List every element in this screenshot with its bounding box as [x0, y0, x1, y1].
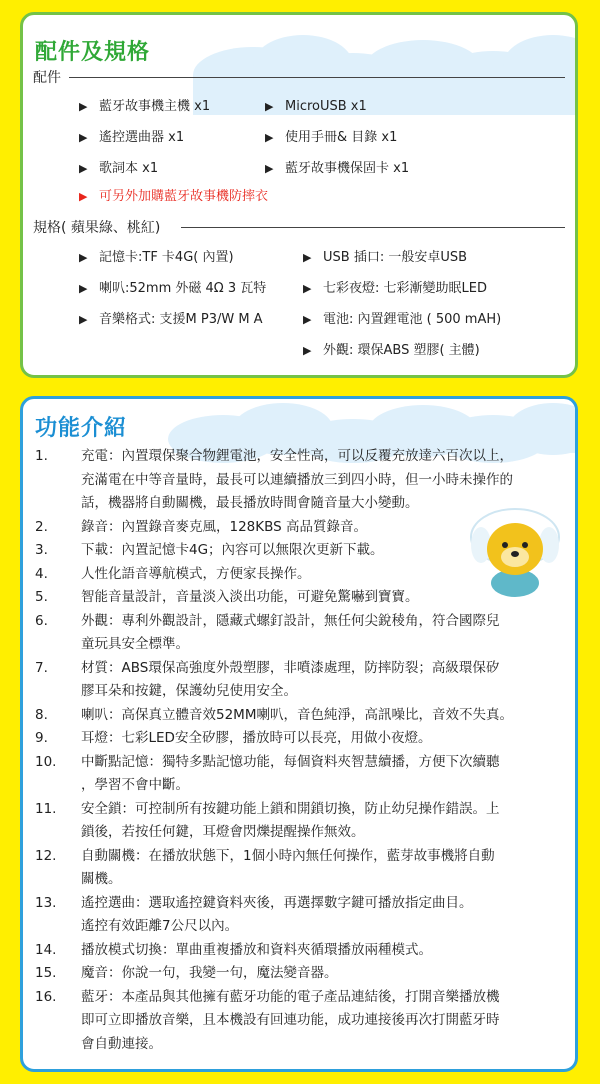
feature-text: 話，機器將自動關機，最長播放時間會隨音量大小變動。: [81, 495, 419, 511]
feature-item: [35, 751, 575, 798]
feature-text: 中斷點記憶：獨特多點記憶功能，每個資料夾智慧續播，方便下次續聽: [81, 753, 500, 770]
triangle-bullet-icon: ▶: [79, 282, 88, 295]
features-list: [35, 445, 575, 1056]
accessory-item: ▶ 藍牙故事機保固卡 x1: [265, 161, 410, 176]
feature-text: 遙控有效距離7公尺以內。: [81, 918, 239, 934]
feature-item: [35, 539, 575, 563]
feature-item: [35, 939, 575, 963]
feature-number: 8.: [35, 706, 48, 723]
triangle-bullet-icon: ▶: [79, 190, 88, 203]
accessory-item: ▶ MicroUSB x1: [265, 99, 367, 114]
accessory-note: ▶ 可另外加購藍牙故事機防摔衣: [79, 189, 269, 204]
spec-item: ▶ 記憶卡:TF 卡4G( 內置): [79, 250, 234, 265]
triangle-bullet-icon: ▶: [265, 162, 274, 175]
feature-item: [35, 798, 575, 845]
feature-text: ，學習不會中斷。: [81, 777, 189, 793]
feature-text: 遙控選曲：選取遙控鍵資料夾後，再選擇數字鍵可播放指定曲目。: [81, 894, 473, 911]
triangle-bullet-icon: ▶: [303, 344, 312, 357]
accessory-item: ▶ 使用手冊& 目錄 x1: [265, 130, 398, 145]
feature-number: 2.: [35, 518, 48, 535]
specs-label: 規格( 蘋果綠、桃紅): [33, 220, 161, 236]
features-title: 功能介紹: [35, 416, 128, 441]
feature-item: [35, 563, 575, 587]
accessories-label: 配件: [33, 70, 61, 86]
triangle-bullet-icon: ▶: [79, 131, 88, 144]
feature-text: 會自動連接。: [81, 1035, 162, 1052]
feature-item: [35, 727, 575, 751]
feature-text: 材質：ABS環保高強度外殼塑膠，非噴漆處理，防摔防裂；高級環保矽: [81, 659, 500, 676]
feature-text: 智能音量設計，音量淡入淡出功能，可避免驚嚇到寶寶。: [81, 589, 419, 605]
feature-text: 膠耳朵和按鍵，保護幼兒使用安全。: [81, 683, 297, 699]
feature-number: 14.: [35, 941, 57, 958]
triangle-bullet-icon: ▶: [79, 313, 88, 326]
accessories-specs-card: [20, 12, 578, 378]
feature-item: [35, 986, 575, 1057]
feature-text: 自動關機：在播放狀態下，1個小時內無任何操作，藍芽故事機將自動: [81, 847, 495, 864]
feature-number: 12.: [35, 847, 57, 864]
feature-number: 4.: [35, 565, 48, 582]
feature-item: [35, 704, 575, 728]
feature-number: 10.: [35, 753, 57, 770]
feature-text: 魔音：你說一句，我變一句，魔法變音器。: [81, 965, 338, 981]
feature-text: 下載：內置記憶卡4G；內容可以無限次更新下載。: [81, 542, 384, 558]
feature-number: 11.: [35, 800, 57, 817]
feature-number: 9.: [35, 730, 48, 746]
feature-text: 鎖後，若按任何鍵，耳燈會閃爍提醒操作無效。: [81, 824, 365, 840]
feature-text: 耳燈：七彩LED安全矽膠，播放時可以長亮，用做小夜燈。: [81, 730, 432, 746]
feature-text: 喇叭：高保真立體音效52MM喇叭，音色純淨，高訊噪比，音效不失真。: [81, 706, 513, 723]
feature-text: 播放模式切換：單曲重複播放和資料夾循環播放兩種模式。: [81, 941, 432, 958]
feature-text: 人性化語音導航模式，方便家長操作。: [81, 565, 311, 582]
feature-text: 安全鎖：可控制所有按鍵功能上鎖和開鎖切換，防止幼兒操作錯誤。上: [81, 800, 500, 817]
accessory-item: ▶ 藍牙故事機主機 x1: [79, 99, 211, 114]
triangle-bullet-icon: ▶: [303, 282, 312, 295]
feature-item: [35, 962, 575, 986]
spec-item: ▶ USB 插口: 一般安卓USB: [303, 250, 468, 265]
feature-item: [35, 610, 575, 657]
feature-number: 7.: [35, 659, 48, 676]
divider: [181, 227, 565, 228]
triangle-bullet-icon: ▶: [79, 251, 88, 264]
feature-text: 錄音：內置錄音麥克風，128KBS 高品質錄音。: [81, 518, 368, 535]
accessories-title: 配件及規格: [35, 40, 151, 65]
feature-text: 童玩具安全標準。: [81, 636, 189, 652]
spec-item: ▶ 外觀: 環保ABS 塑膠( 主體): [303, 343, 480, 358]
feature-item: [35, 845, 575, 892]
feature-number: 3.: [35, 542, 48, 558]
feature-text: 充電：內置環保聚合物鋰電池，安全性高，可以反覆充放達六百次以上，: [81, 448, 513, 464]
triangle-bullet-icon: ▶: [265, 131, 274, 144]
feature-item: [35, 657, 575, 704]
feature-text: 外觀：專利外觀設計，隱藏式螺釘設計，無任何尖銳稜角，符合國際兒: [81, 612, 500, 629]
accessory-item: ▶ 歌詞本 x1: [79, 161, 159, 176]
triangle-bullet-icon: ▶: [79, 162, 88, 175]
feature-text: 充滿電在中等音量時，最長可以連續播放三到四小時，但一小時未操作的: [81, 471, 513, 488]
feature-item: [35, 586, 575, 610]
spec-item: ▶ 喇叭:52mm 外磁 4Ω 3 瓦特: [79, 281, 267, 296]
divider: [69, 77, 565, 78]
spec-item: ▶ 電池: 內置鋰電池 ( 500 mAH): [303, 312, 502, 327]
triangle-bullet-icon: ▶: [79, 100, 88, 113]
feature-text: 關機。: [81, 871, 122, 887]
feature-number: 1.: [35, 448, 48, 464]
features-card: [20, 396, 578, 1072]
feature-item: [35, 445, 575, 516]
triangle-bullet-icon: ▶: [303, 313, 312, 326]
triangle-bullet-icon: ▶: [303, 251, 312, 264]
feature-number: 13.: [35, 894, 57, 911]
spec-item: ▶ 七彩夜燈: 七彩漸變助眠LED: [303, 281, 487, 296]
feature-number: 5.: [35, 589, 48, 605]
feature-item: [35, 892, 575, 939]
feature-text: 藍牙：本產品與其他擁有藍牙功能的電子產品連結後，打開音樂播放機: [81, 988, 500, 1005]
feature-text: 即可立即播放音樂，且本機設有回連功能，成功連接後再次打開藍牙時: [81, 1012, 500, 1028]
feature-number: 16.: [35, 988, 57, 1005]
feature-number: 6.: [35, 612, 48, 629]
feature-item: [35, 516, 575, 540]
spec-item: ▶ 音樂格式: 支援M P3/W M A: [79, 312, 263, 327]
feature-number: 15.: [35, 965, 57, 981]
triangle-bullet-icon: ▶: [265, 100, 274, 113]
accessory-item: ▶ 遙控選曲器 x1: [79, 130, 185, 145]
